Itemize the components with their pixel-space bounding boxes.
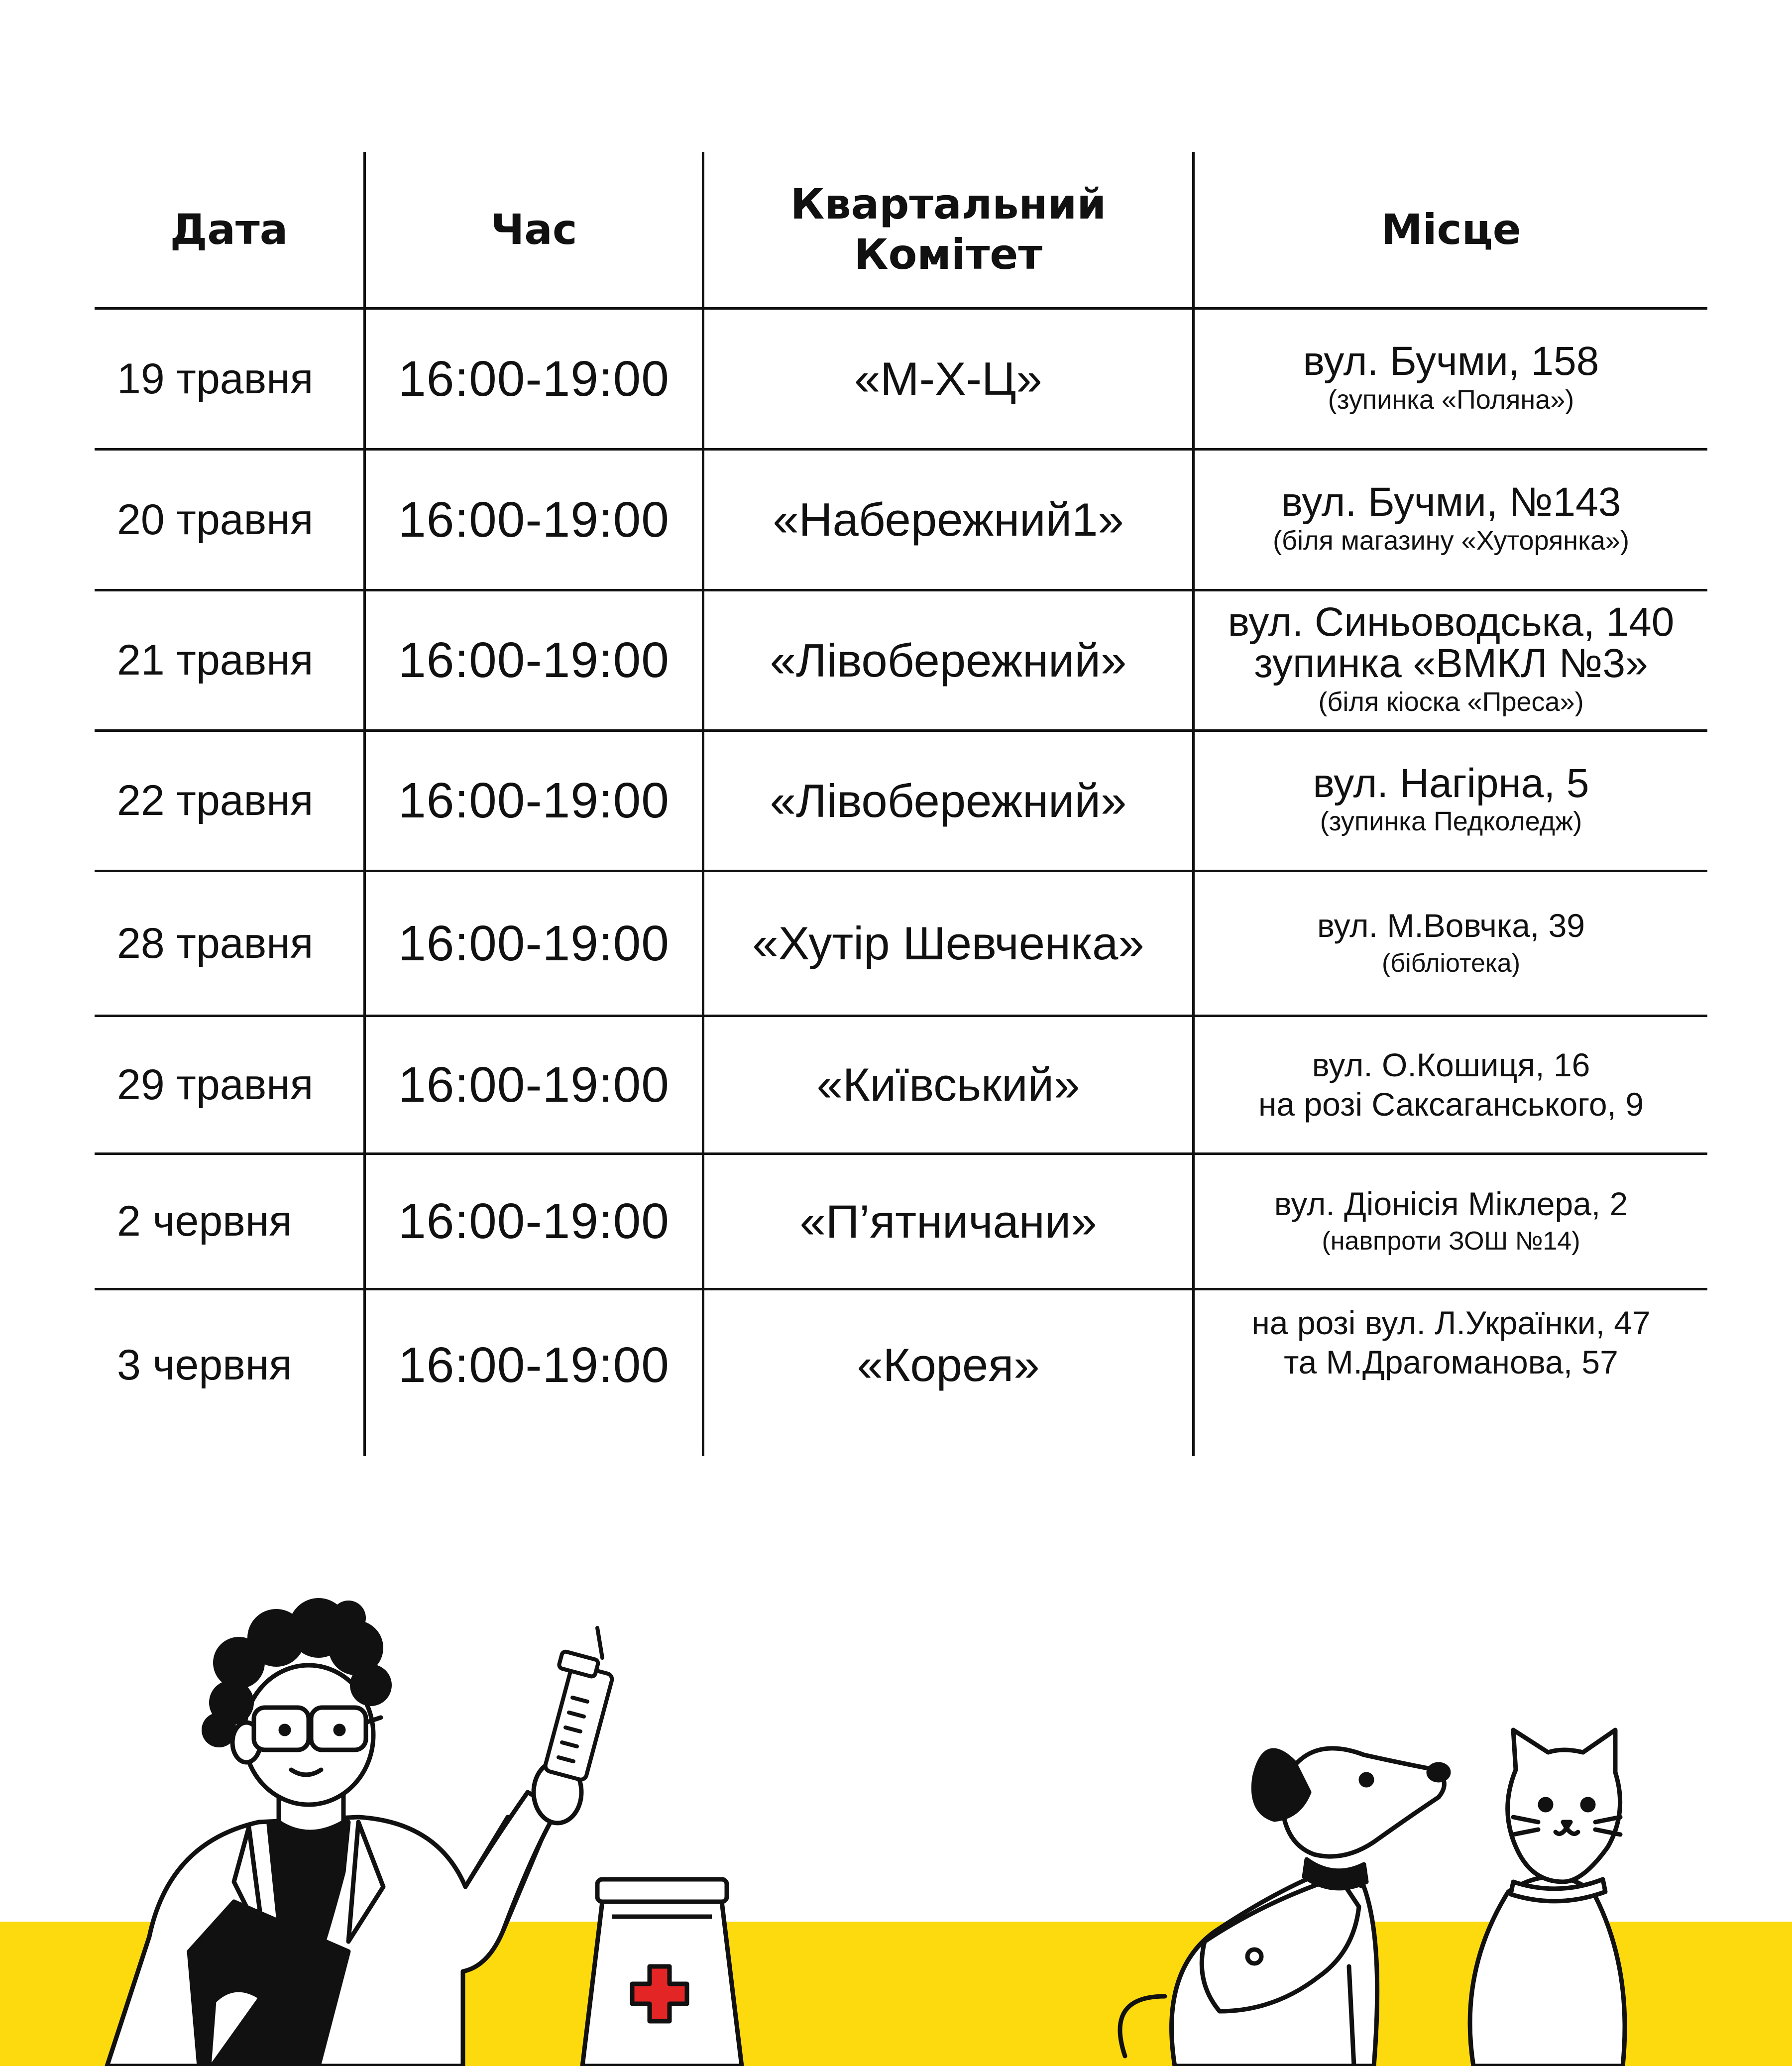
cell-place xyxy=(1195,1290,1707,1395)
date-text: 21 травня xyxy=(117,636,314,684)
time-text: 16:00-19:00 xyxy=(398,632,670,688)
cell-time xyxy=(366,872,702,1015)
date-text: 29 травня xyxy=(117,1060,314,1109)
cell-place xyxy=(1195,732,1707,870)
cell-committee xyxy=(704,451,1192,589)
place-note: (бібліотека) xyxy=(1381,948,1521,978)
first-aid-bag-icon xyxy=(582,1879,742,2066)
place-main: вул. Нагірна, 5 xyxy=(1313,760,1589,806)
date-text: 19 травня xyxy=(117,354,314,403)
place-main: вул. Бучми, 158 xyxy=(1303,339,1599,384)
place-note: (біля магазину «Хуторянка») xyxy=(1273,525,1629,556)
syringe-icon xyxy=(544,1628,613,1781)
committee-text: «Лівобережний» xyxy=(770,774,1127,827)
cell-time xyxy=(366,591,702,729)
time-text: 16:00-19:00 xyxy=(398,1193,670,1249)
schedule-table xyxy=(95,152,1707,1456)
place-main: вул. М.Вовчка, 39 xyxy=(1317,907,1585,944)
cell-place xyxy=(1195,872,1707,1015)
place-main: вул. О.Кошиця, 16 xyxy=(1312,1046,1590,1083)
time-text: 16:00-19:00 xyxy=(398,773,670,828)
place-main-2: та М.Драгоманова, 57 xyxy=(1284,1344,1618,1380)
cell-place xyxy=(1195,451,1707,589)
header-committee-line2: Комітет xyxy=(854,230,1043,279)
cell-committee xyxy=(704,732,1192,870)
committee-text: «М-Х-Ц» xyxy=(854,352,1042,405)
cell-time xyxy=(366,310,702,448)
cell-time xyxy=(366,1017,702,1152)
date-text: 28 травня xyxy=(117,919,314,967)
cell-place xyxy=(1195,591,1707,729)
place-main: вул. Діонісія Міклера, 2 xyxy=(1274,1185,1628,1222)
time-text: 16:00-19:00 xyxy=(398,491,670,548)
committee-text: «Лівобережний» xyxy=(770,634,1127,687)
cell-date xyxy=(95,1290,363,1440)
cell-time xyxy=(366,451,702,589)
cell-committee xyxy=(704,1155,1192,1288)
cell-committee xyxy=(704,591,1192,729)
header-committee xyxy=(704,152,1192,307)
date-text: 22 травня xyxy=(117,777,314,824)
cell-committee xyxy=(704,310,1192,448)
committee-text: «Набережний1» xyxy=(773,493,1124,546)
place-main: вул. Синьоводська, 140 xyxy=(1228,599,1675,645)
cell-time xyxy=(366,1290,702,1440)
committee-text: «Київський» xyxy=(816,1058,1080,1111)
header-date-label: Дата xyxy=(170,205,288,254)
header-time xyxy=(366,152,702,307)
header-place xyxy=(1195,152,1707,307)
cell-place xyxy=(1195,1155,1707,1288)
date-text: 3 червня xyxy=(117,1341,292,1389)
time-text: 16:00-19:00 xyxy=(398,1056,670,1113)
header-committee-line1: Квартальний xyxy=(790,180,1107,229)
place-note: (зупинка Педколедж) xyxy=(1320,806,1582,837)
cell-committee xyxy=(704,1290,1192,1440)
place-main: вул. Бучми, №143 xyxy=(1281,479,1621,525)
header-time-label: Час xyxy=(490,205,577,254)
cell-time xyxy=(366,732,702,870)
header-date xyxy=(95,152,363,307)
cell-date xyxy=(95,732,363,870)
committee-text: «Хутір Шевченка» xyxy=(752,917,1144,969)
committee-text: «П’ятничани» xyxy=(799,1195,1097,1248)
cell-committee xyxy=(704,1017,1192,1152)
cell-time xyxy=(366,1155,702,1288)
header-place-label: Місце xyxy=(1381,205,1521,254)
cell-date xyxy=(95,451,363,589)
time-text: 16:00-19:00 xyxy=(398,915,670,971)
date-text: 20 травня xyxy=(117,495,314,544)
cell-date xyxy=(95,591,363,729)
vet-illustration xyxy=(0,1518,1792,2066)
cell-date xyxy=(95,1017,363,1152)
place-main: на розі вул. Л.Українки, 47 xyxy=(1251,1304,1651,1341)
cell-committee xyxy=(704,872,1192,1015)
place-main-2: зупинка «ВМКЛ №3» xyxy=(1254,641,1648,687)
time-text: 16:00-19:00 xyxy=(398,1337,670,1393)
cell-place xyxy=(1195,1017,1707,1152)
cell-date xyxy=(95,872,363,1015)
cat-icon xyxy=(1470,1730,1625,2066)
date-text: 2 червня xyxy=(117,1197,292,1245)
place-note: (навпроти ЗОШ №14) xyxy=(1322,1227,1580,1256)
cell-date xyxy=(95,310,363,448)
committee-text: «Корея» xyxy=(857,1339,1040,1391)
cell-date xyxy=(95,1155,363,1288)
place-main-2: на розі Саксаганського, 9 xyxy=(1258,1086,1644,1123)
place-note: (біля кіоска «Преса») xyxy=(1318,687,1584,717)
time-text: 16:00-19:00 xyxy=(398,350,670,407)
place-note: (зупинка «Поляна») xyxy=(1328,384,1574,415)
cell-place xyxy=(1195,310,1707,448)
